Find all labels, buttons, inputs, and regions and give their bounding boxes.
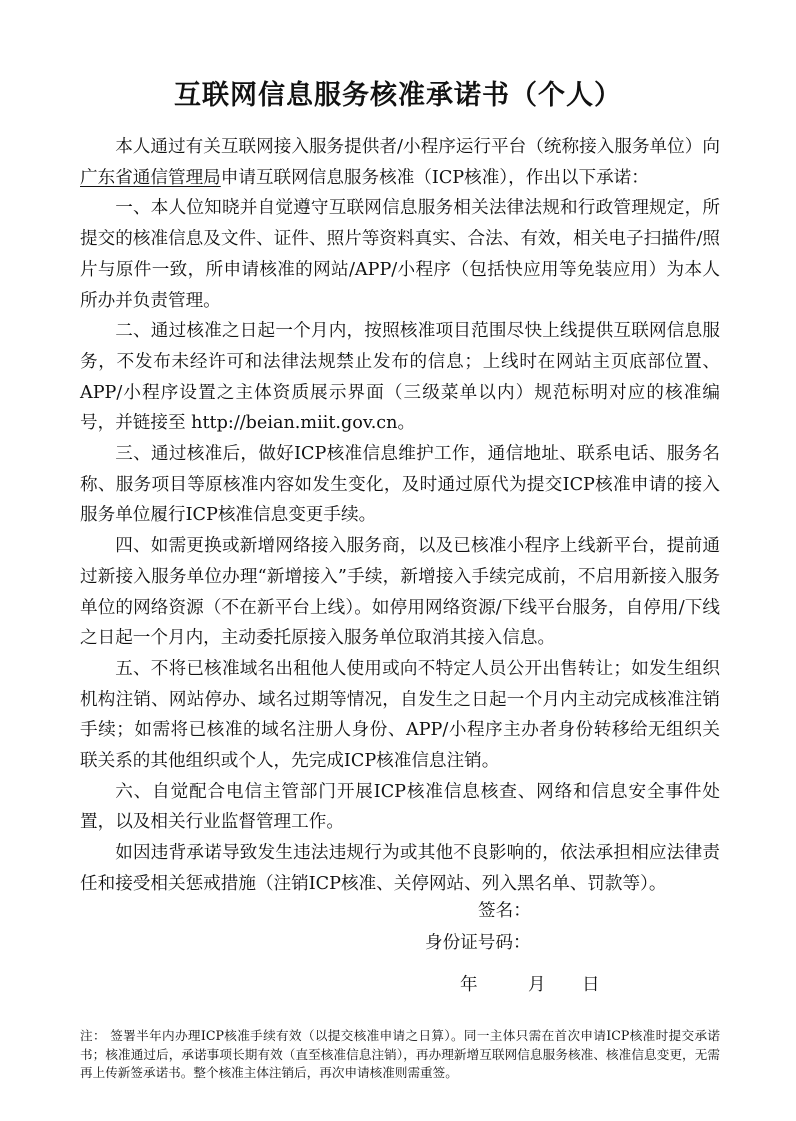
liability-paragraph: 如因违背承诺导致发生违法违规行为或其他不良影响的，依法承担相应法律责任和接受相关惩戒措施（注销ICP核准、关停网站、列入黑名单、罚款等）。 [80,843,720,894]
date-year-label: 年 [460,975,478,995]
intro-paragraph [80,132,720,193]
document-title: 互联网信息服务核准承诺书（个人） [174,80,622,111]
intro-text-part2: 申请互联网信息服务核准（ICP核准），作出以下承诺： [220,167,649,188]
commitment-item-5: 五、不将已核准域名出租他人使用或向不特定人员公开出售转让；如发生组织机构注销、网站停办、域名过期等情况，自发生之日起一个月内主动完成核准注销手续；如需将已核准的域名注册人身份、APP/小程序主办者身份转移给无组织关联关系的其他组织或个人，先完成ICP核准信息注销。 [80,658,720,772]
authority-name: 广东省通信管理局 [80,167,221,188]
date-line [460,972,600,998]
id-number-label: 身份证号码： [425,933,531,953]
commitment-item-2: 二、通过核准之日起一个月内，按照核准项目范围尽快上线提供互联网信息服务，不发布未经许可和法律法规禁止发布的信息；上线时在网站主页底部位置、APP/小程序设置之主体资质展示界面（三级菜单以内）规范标明对应的核准编号，并链接至 http://beian.miit.gov.cn。 [80,321,720,434]
intro-text-part1: 本人通过有关互联网接入服务提供者/小程序运行平台（统称接入服务单位）向 [115,137,720,157]
date-month-label: 月 [528,975,546,995]
date-day-label: 日 [582,975,600,995]
commitment-item-4: 四、如需更换或新增网络接入服务商，以及已核准小程序上线新平台，提前通过新接入服务单位办理“新增接入”手续，新增接入手续完成前，不启用新接入服务单位的网络资源（不在新平台上线）。如停用网络资源/下线平台服务，自停用/下线之日起一个月内，主动委托原接入服务单位取消其接入信息。 [80,536,720,649]
footnote: 注： 签署半年内办理ICP核准手续有效（以提交核准申请之日算）。同一主体只需在首次申请ICP核准时提交承诺书；核准通过后，承诺事项长期有效（直至核准信息注销），再办理新增互联网信息服务核准、核准信息变更，无需再上传新签承诺书。整个核准主体注销后，再次申请核准则需重签。 [80,1028,720,1080]
document-body [80,132,720,900]
commitment-item-6: 六、自觉配合电信主管部门开展ICP核准信息核查、网络和信息安全事件处置，以及相关行业监督管理工作。 [80,781,720,833]
commitment-item-3: 三、通过核准后，做好ICP核准信息维护工作，通信地址、联系电话、服务名称、服务项目等原核准内容如发生变化，及时通过原代为提交ICP核准申请的接入服务单位履行ICP核准信息变更手续。 [80,444,720,526]
commitment-item-1: 一、本人位知晓并自觉遵守互联网信息服务相关法律法规和行政管理规定，所提交的核准信息及文件、证件、照片等资料真实、合法、有效，相关电子扫描件/照片与原件一致，所申请核准的网站/APP/小程序（包括快应用等免装应用）为本人所办并负责管理。 [80,198,720,311]
signature-label: 签名： [478,901,531,921]
